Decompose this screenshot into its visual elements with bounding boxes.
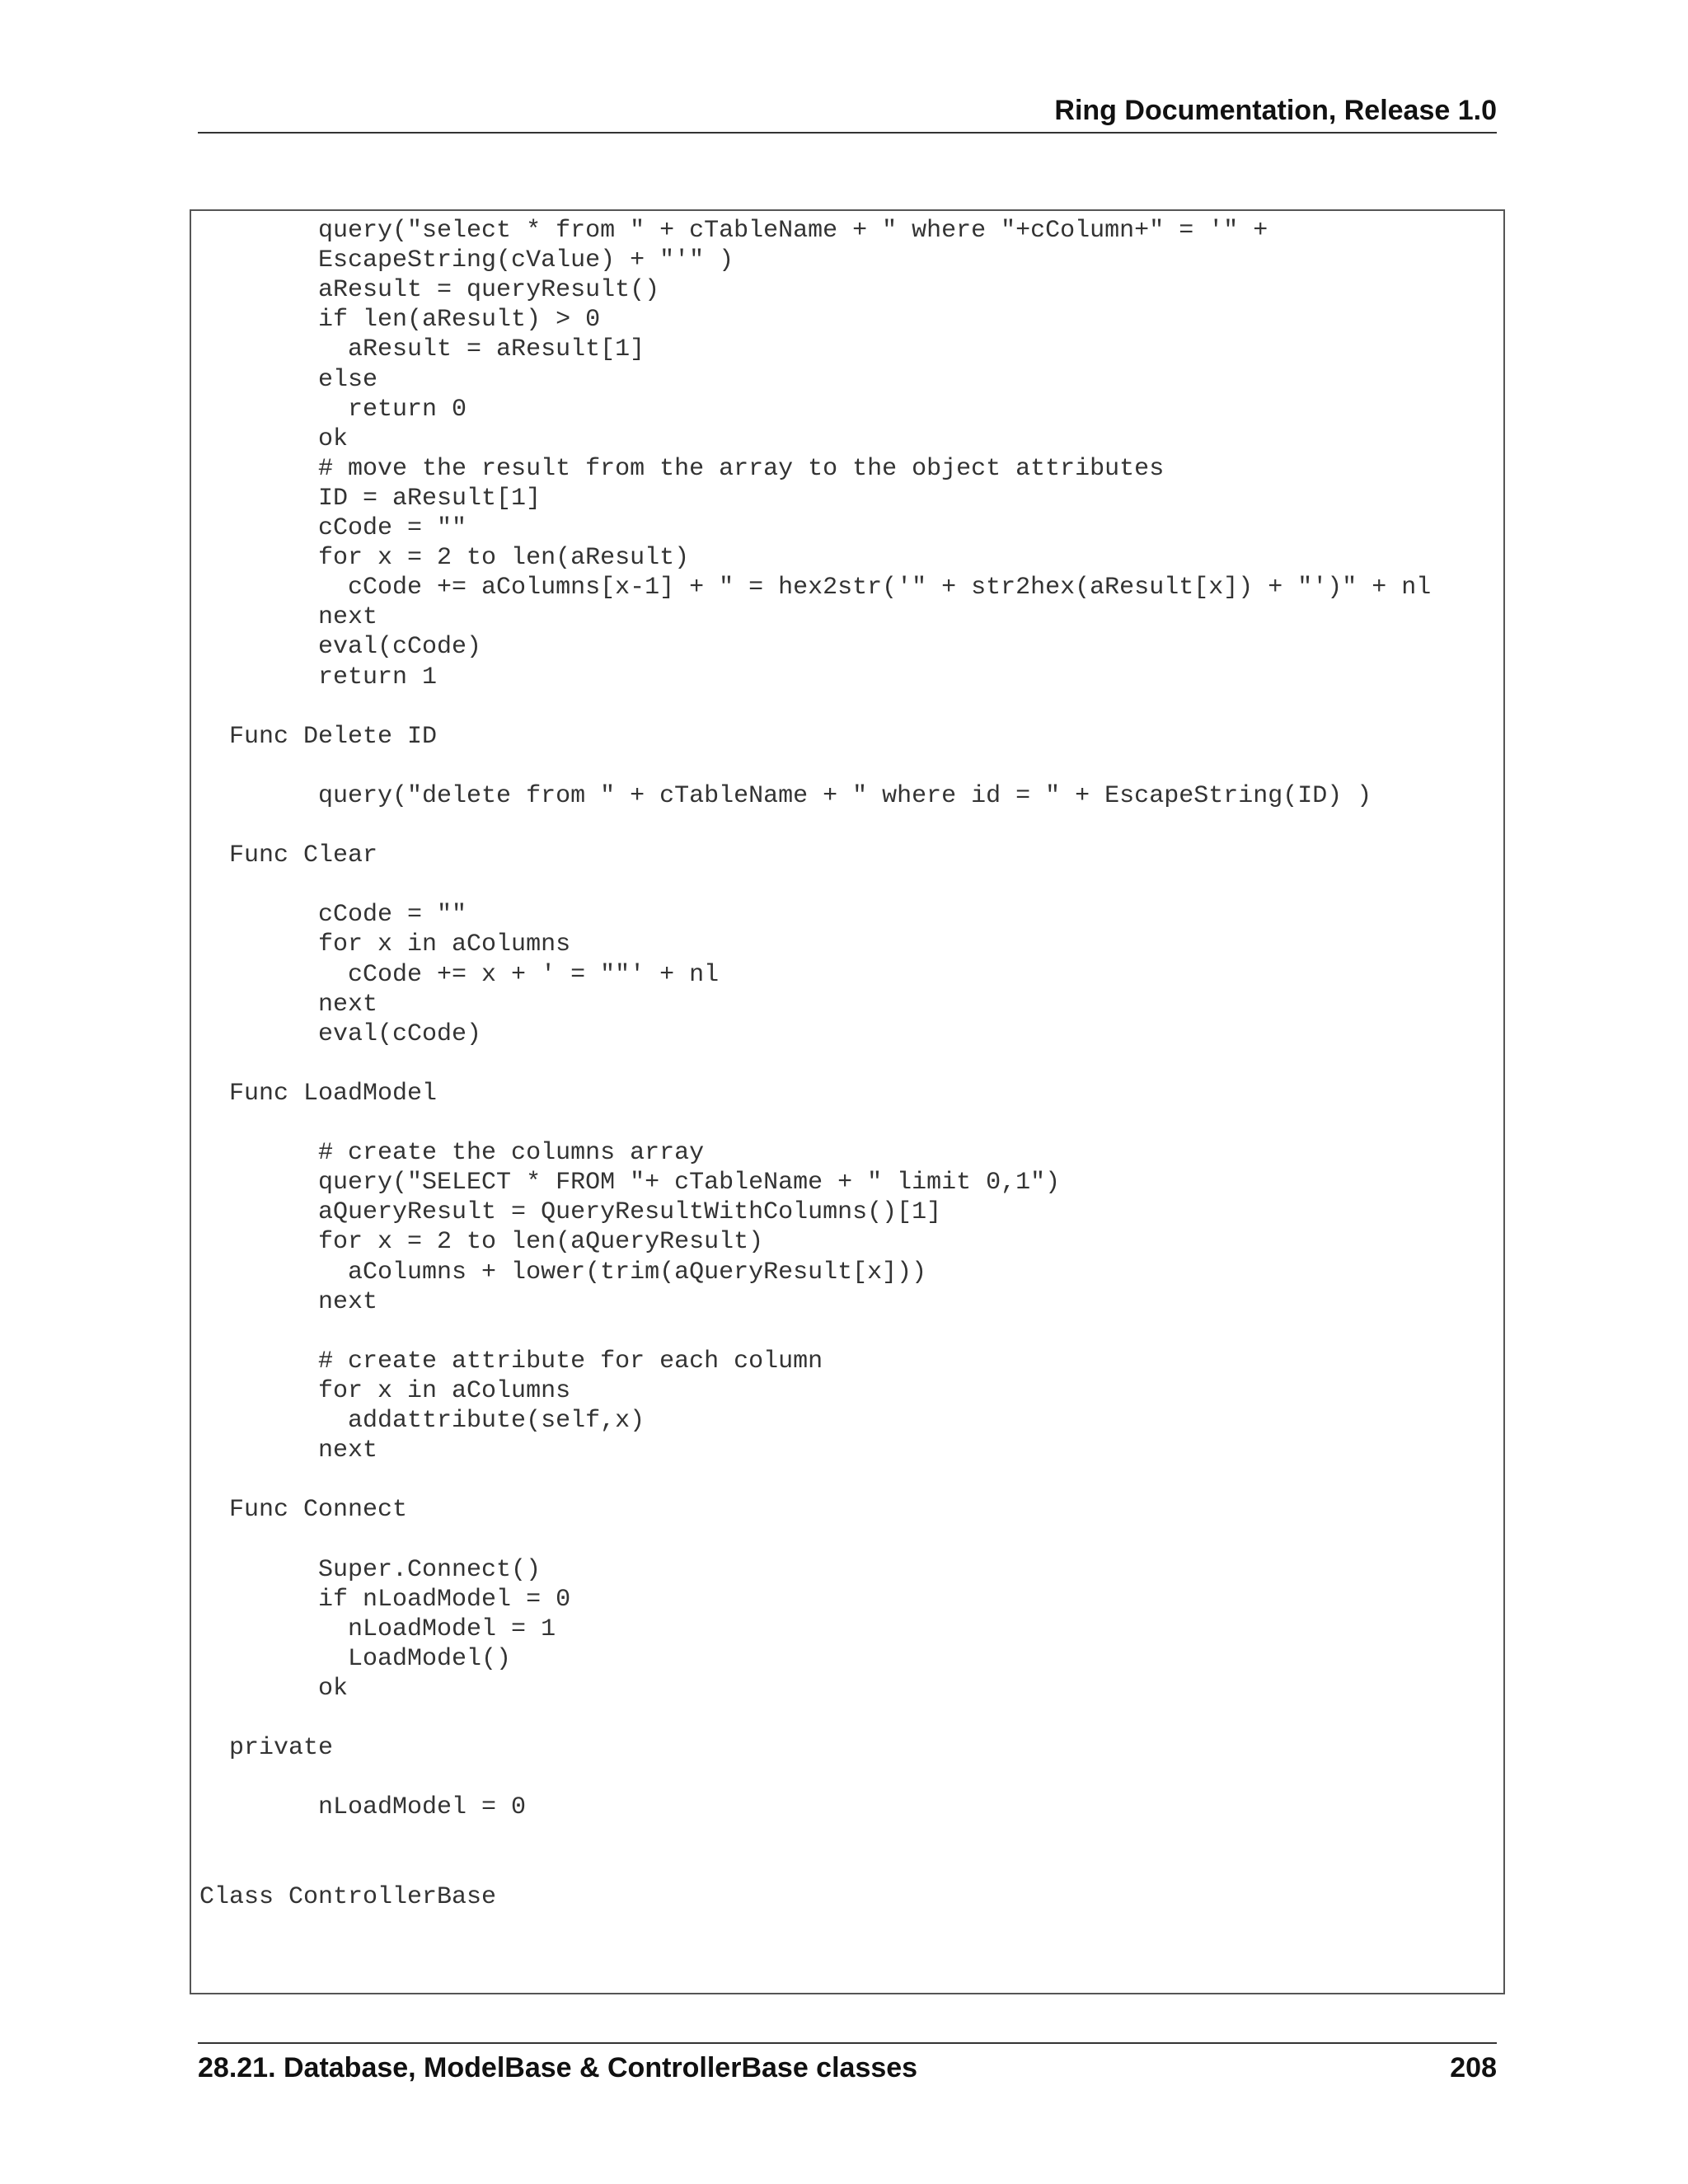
code-line: query("delete from " + cTableName + " where id = " + EscapeString(ID) ) bbox=[199, 781, 1372, 810]
code-line: else bbox=[199, 365, 378, 394]
page-footer bbox=[198, 2042, 1497, 2083]
code-line: ok bbox=[199, 424, 349, 453]
code-line: cCode = "" bbox=[199, 901, 467, 930]
code-line: query("SELECT * FROM "+ cTableName + " limit 0,1") bbox=[199, 1169, 1061, 1197]
code-line: eval(cCode) bbox=[199, 1019, 482, 1048]
code-line: addattribute(self,x) bbox=[199, 1407, 645, 1435]
code-line: next bbox=[199, 1436, 378, 1465]
code-line: if len(aResult) > 0 bbox=[199, 306, 601, 335]
code-line: ID = aResult[1] bbox=[199, 484, 542, 513]
code-line: Class ControllerBase bbox=[199, 1882, 497, 1911]
code-line: eval(cCode) bbox=[199, 633, 482, 662]
code-line: if nLoadModel = 0 bbox=[199, 1585, 571, 1614]
code-block bbox=[190, 209, 1505, 1994]
code-line: # create the columns array bbox=[199, 1139, 705, 1168]
page-header bbox=[198, 92, 1497, 134]
code-line: Super.Connect() bbox=[199, 1555, 542, 1584]
code-line: next bbox=[199, 603, 378, 632]
code-line: return 1 bbox=[199, 663, 438, 691]
code-line: nLoadModel = 1 bbox=[199, 1615, 556, 1643]
code-line: Func Delete ID bbox=[199, 722, 438, 751]
code-line: private bbox=[199, 1734, 334, 1763]
code-line: # move the result from the array to the object attributes bbox=[199, 454, 1165, 483]
code-line: for x = 2 to len(aResult) bbox=[199, 544, 690, 573]
code-line: aQueryResult = QueryResultWithColumns()[1] bbox=[199, 1198, 942, 1227]
code-line: cCode += x + ' = ""' + nl bbox=[199, 960, 720, 989]
code-line: next bbox=[199, 1287, 378, 1316]
code-line: aResult = queryResult() bbox=[199, 276, 660, 305]
code-line: for x in aColumns bbox=[199, 1376, 571, 1405]
code-line: EscapeString(cValue) + "'" ) bbox=[199, 246, 734, 275]
code-line: LoadModel() bbox=[199, 1644, 512, 1673]
document-title: Ring Documentation, Release 1.0 bbox=[1054, 95, 1497, 126]
code-line: cCode += aColumns[x-1] + " = hex2str('" + str2hex(aResult[x]) + "')" + nl bbox=[199, 574, 1432, 602]
page-number: 208 bbox=[1450, 2052, 1497, 2083]
code-line: aColumns + lower(trim(aQueryResult[x])) bbox=[199, 1258, 927, 1286]
code-line: Func Connect bbox=[199, 1496, 408, 1525]
code-line: return 0 bbox=[199, 395, 467, 424]
code-line: next bbox=[199, 990, 378, 1019]
code-line: for x = 2 to len(aQueryResult) bbox=[199, 1228, 764, 1257]
code-line: aResult = aResult[1] bbox=[199, 335, 645, 364]
code-line: Func Clear bbox=[199, 841, 378, 870]
code-line: query("select * from " + cTableName + " where "+cColumn+" = '" + bbox=[199, 217, 1268, 245]
code-line: for x in aColumns bbox=[199, 930, 571, 959]
code-line: cCode = "" bbox=[199, 514, 467, 542]
code-line: ok bbox=[199, 1674, 349, 1703]
section-title: 28.21. Database, ModelBase & ControllerBase classes bbox=[198, 2052, 918, 2083]
code-line: nLoadModel = 0 bbox=[199, 1793, 527, 1822]
code-line: # create attribute for each column bbox=[199, 1347, 823, 1376]
code-line: Func LoadModel bbox=[199, 1079, 438, 1108]
